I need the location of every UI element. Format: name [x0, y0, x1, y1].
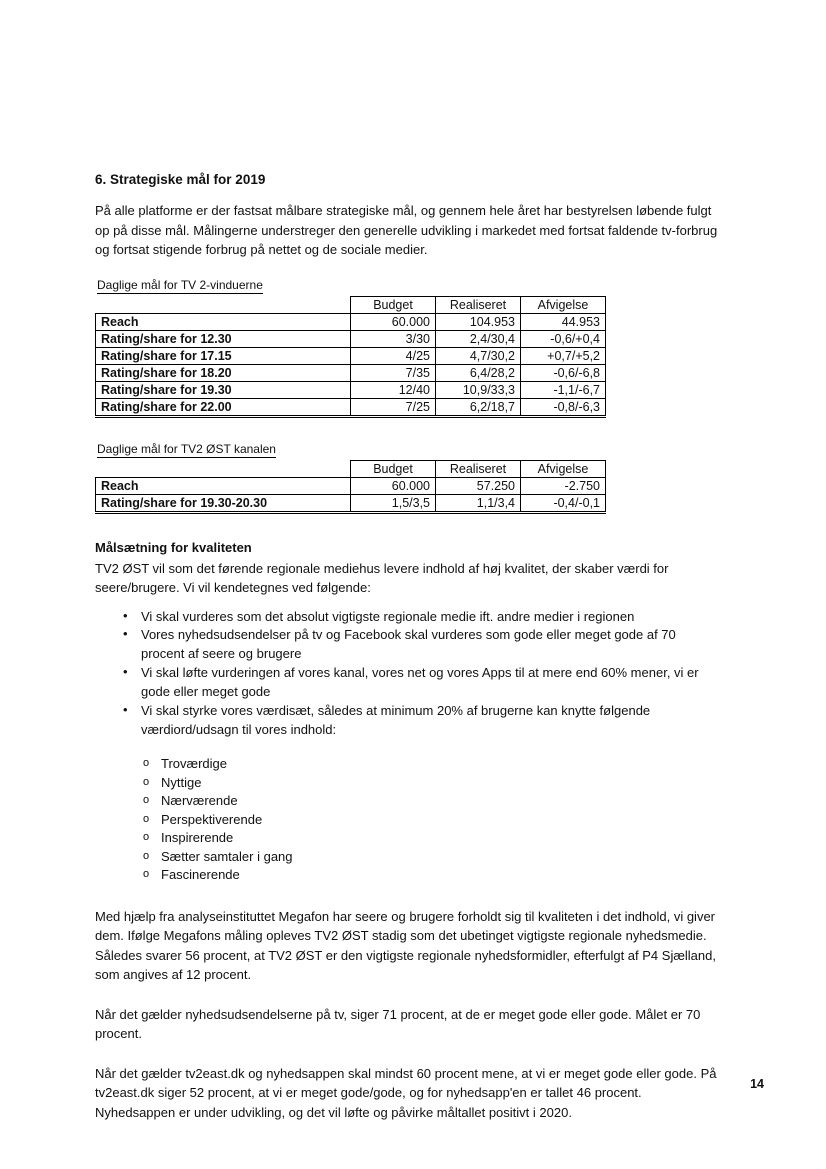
- quality-heading: Målsætning for kvaliteten: [95, 539, 252, 555]
- cell-budget: 12/40: [351, 381, 436, 398]
- table1-caption: Daglige mål for TV 2-vinduerne: [97, 277, 263, 292]
- sub-bullet-item: o Inspirerende: [143, 829, 720, 847]
- cell-budget: 3/30: [351, 330, 436, 347]
- table2-header-afvigelse: Afvigelse: [521, 460, 606, 477]
- table1-header-realiseret: Realiseret: [436, 296, 521, 313]
- table1-block: [95, 276, 720, 418]
- sub-bullet-item: o Perspektiverende: [143, 811, 720, 829]
- table1-header-budget: Budget: [351, 296, 436, 313]
- cell-realiseret: 10,9/33,3: [436, 381, 521, 398]
- row-label: Rating/share for 19.30: [96, 381, 351, 398]
- cell-budget: 7/25: [351, 398, 436, 416]
- cell-afvigelse: -0,6/-6,8: [521, 364, 606, 381]
- table2-block: [95, 440, 720, 514]
- table-row: [96, 477, 606, 494]
- table-row: [96, 494, 606, 512]
- table2-empty-header-cell: [96, 460, 351, 477]
- cell-afvigelse: -1,1/-6,7: [521, 381, 606, 398]
- table-row: [96, 398, 606, 416]
- sub-bullet-item: o Nærværende: [143, 792, 720, 810]
- cell-realiseret: 2,4/30,4: [436, 330, 521, 347]
- table-row: [96, 364, 606, 381]
- table2: [95, 460, 606, 514]
- cell-budget: 7/35: [351, 364, 436, 381]
- table1-empty-header-cell: [96, 296, 351, 313]
- paragraph-digital: Når det gælder tv2east.dk og nyhedsappen skal mindst 60 procent mene, at vi er meget gode eller gode. På tv2east.dk siger 52 procent, at vi er meget gode/gode, og for nyhedsapp'en er tallet 46 procent. Nyhedsappen er under udvikling, og det vil løfte og påvirke måltallet positivt i 2020.: [95, 1065, 717, 1120]
- row-label: Reach: [96, 477, 351, 494]
- cell-afvigelse: -0,6/+0,4: [521, 330, 606, 347]
- bullet-list: [95, 608, 720, 740]
- document-content: [95, 172, 720, 1138]
- sub-bullet-item: o Nyttige: [143, 774, 720, 792]
- bullet-item: • Vores nyhedsudsendelser på tv og Facebook skal vurderes som gode eller meget gode af 70 procent af seere og brugere: [123, 626, 720, 664]
- cell-realiseret: 6,4/28,2: [436, 364, 521, 381]
- table-row: [96, 313, 606, 330]
- sub-bullet-item: o Fascinerende: [143, 866, 720, 884]
- cell-afvigelse: 44.953: [521, 313, 606, 330]
- table2-caption: Daglige mål for TV2 ØST kanalen: [97, 441, 276, 456]
- cell-realiseret: 57.250: [436, 477, 521, 494]
- cell-budget: 4/25: [351, 347, 436, 364]
- cell-realiseret: 6,2/18,7: [436, 398, 521, 416]
- cell-afvigelse: -2.750: [521, 477, 606, 494]
- intro-paragraph: På alle platforme er der fastsat målbare strategiske mål, og gennem hele året har bestyrelsen løbende fulgt op på disse mål. Målingerne understreger den generelle udvikling i markedet med fortsat faldende tv-forbrug og fortsat stigende forbrug på nettet og de sociale medier.: [95, 203, 718, 257]
- table-row: [96, 347, 606, 364]
- row-label: Reach: [96, 313, 351, 330]
- cell-afvigelse: -0,8/-6,3: [521, 398, 606, 416]
- cell-afvigelse: +0,7/+5,2: [521, 347, 606, 364]
- cell-budget: 60.000: [351, 477, 436, 494]
- bullet-item: • Vi skal styrke vores værdisæt, således at minimum 20% af brugerne kan knytte følgende værdiord/udsagn til vores indhold:: [123, 702, 720, 740]
- page-number: 14: [750, 1077, 764, 1091]
- sub-bullet-list: [95, 755, 720, 884]
- row-label: Rating/share for 22.00: [96, 398, 351, 416]
- table-row: [96, 330, 606, 347]
- cell-afvigelse: -0,4/-0,1: [521, 494, 606, 512]
- cell-realiseret: 104.953: [436, 313, 521, 330]
- quality-bullets: [95, 608, 720, 885]
- table2-header-row: [96, 460, 606, 477]
- row-label: Rating/share for 18.20: [96, 364, 351, 381]
- table2-header-budget: Budget: [351, 460, 436, 477]
- cell-realiseret: 1,1/3,4: [436, 494, 521, 512]
- row-label: Rating/share for 12.30: [96, 330, 351, 347]
- paragraph-tv: Når det gælder nyhedsudsendelserne på tv, siger 71 procent, at de er meget gode eller gode. Målet er 70 procent.: [95, 1006, 701, 1042]
- bullet-item: • Vi skal løfte vurderingen af vores kanal, vores net og vores Apps til at mere end 60% mener, vi er gode eller meget gode: [123, 664, 720, 702]
- page-title: 6. Strategiske mål for 2019: [95, 172, 266, 187]
- table1: [95, 296, 606, 418]
- table2-header-realiseret: Realiseret: [436, 460, 521, 477]
- row-label: Rating/share for 19.30-20.30: [96, 494, 351, 512]
- cell-realiseret: 4,7/30,2: [436, 347, 521, 364]
- cell-budget: 1,5/3,5: [351, 494, 436, 512]
- sub-bullet-item: o Troværdige: [143, 755, 720, 773]
- paragraph-megafon: Med hjælp fra analyseinstituttet Megafon har seere og brugere forholdt sig til kvaliteten i det indhold, vi giver dem. Ifølge Megafons måling opleves TV2 ØST stadig som det ubetinget vigtigste regionale nyhedsmedie. Således svarer 56 procent, at TV2 ØST er den vigtigste regionale nyhedsformidler, efterfulgt af P4 Sjælland, som angives af 12 procent.: [95, 908, 716, 983]
- table1-header-afvigelse: Afvigelse: [521, 296, 606, 313]
- table1-header-row: [96, 296, 606, 313]
- quality-intro: TV2 ØST vil som det førende regionale mediehus levere indhold af høj kvalitet, der skaber værdi for seere/brugere. Vi vil kendetegnes ved følgende:: [95, 560, 669, 595]
- sub-bullet-item: o Sætter samtaler i gang: [143, 848, 720, 866]
- table-row: [96, 381, 606, 398]
- row-label: Rating/share for 17.15: [96, 347, 351, 364]
- cell-budget: 60.000: [351, 313, 436, 330]
- bullet-item: • Vi skal vurderes som det absolut vigtigste regionale medie ift. andre medier i regionen: [123, 608, 720, 627]
